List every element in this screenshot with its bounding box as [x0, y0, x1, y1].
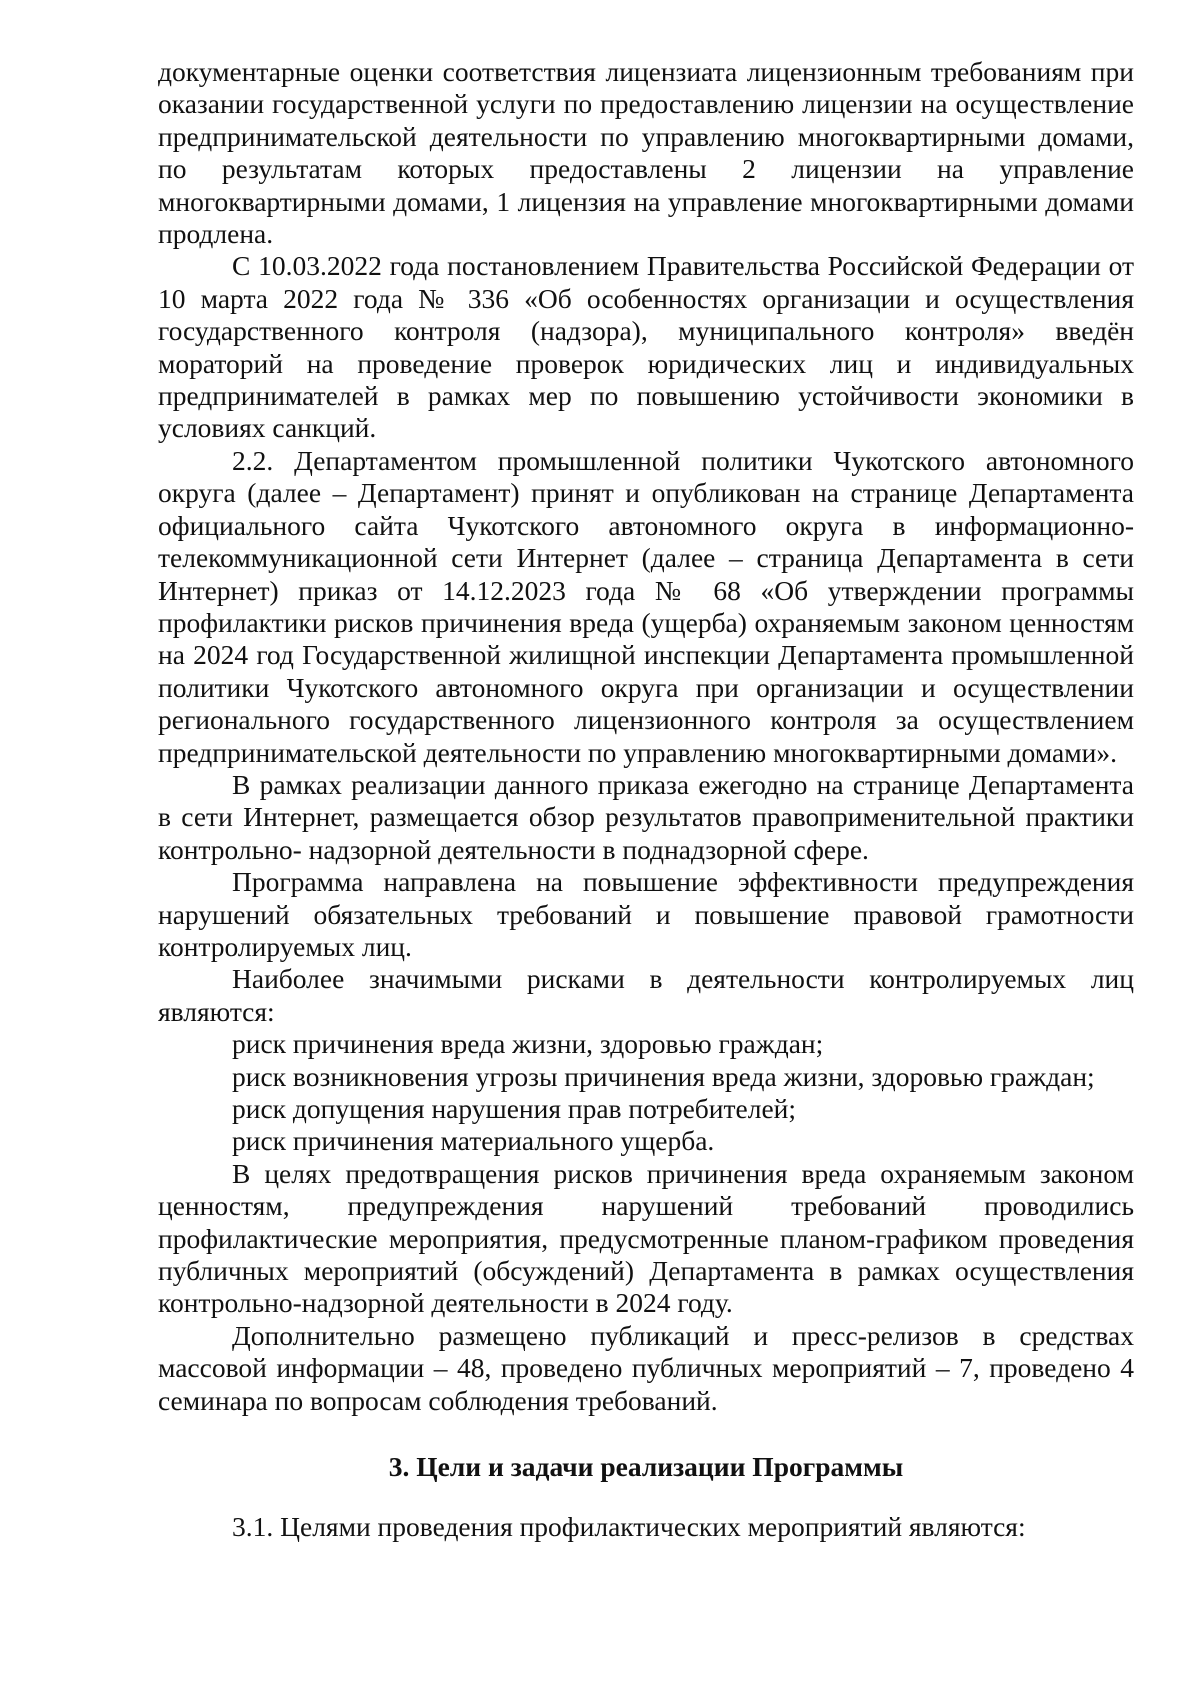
paragraph-publications: Дополнительно размещено публикаций и пресс-релизов в средствах массовой информации – 48, проведено публичных мероприятий – 7, проведено 4 семинара по вопросам соблюдения требований. — [158, 1319, 1134, 1416]
risk-item: риск допущения нарушения прав потребителей; — [232, 1093, 797, 1124]
paragraph-prevention-measures: В целях предотвращения рисков причинения вреда охраняемым законом ценностям, предупреждения нарушений требований проводились профилактические мероприятия, предусмотренные планом-графиком проведения публичных мероприятий (обсуждений) Департамента в рамках осуществления контрольно-надзорной деятельности в 2024 году. — [158, 1157, 1134, 1319]
risk-item: риск причинения материального ущерба. — [232, 1125, 715, 1157]
paragraph-department-order: 2.2. Департаментом промышленной политики Чукотского автономного округа (далее – Департамент) принят и опубликован на странице Департамента официального сайта Чукотского автономного округа в информационно-телекоммуникационной сети Интернет (далее – страница Департамента в сети Интернет) приказ от 14.12.2023 года № 68 «Об утверждении программы профилактики рисков причинения вреда (ущерба) охраняемым законом ценностям на 2024 год Государственной жилищной инспекции Департамента промышленной политики Чукотского автономного округа при организации и осуществлении регионального государственного лицензионного контроля за осуществлением предпринимательской деятельности по управлению многоквартирными домами». — [158, 444, 1134, 768]
section-first-line: 3.1. Целями проведения профилактических мероприятий являются: — [232, 1511, 1026, 1543]
paragraph-program-purpose: Программа направлена на повышение эффективности предупреждения нарушений обязательных требований и повышение правовой грамотности контролируемых лиц. — [158, 866, 1134, 962]
risk-item: риск причинения вреда жизни, здоровью граждан; — [232, 1028, 824, 1060]
risk-item: риск возникновения угрозы причинения вреда жизни, здоровью граждан; — [232, 1060, 1095, 1092]
paragraph-moratorium: С 10.03.2022 года постановлением Правительства Российской Федерации от 10 марта 2022 года № 336 «Об особенностях организации и осуществления государственного контроля (надзора), муниципального контроля» введён мораторий на проведение проверок юридических лиц и индивидуальных предпринимателей в рамках мер по повышению устойчивости экономики в условиях санкций. — [158, 250, 1134, 444]
paragraph-practice-review: В рамках реализации данного приказа ежегодно на странице Департамента в сети Интернет, размещается обзор результатов правоприменительной практики контрольно- надзорной деятельности в поднадзорной сфере. — [158, 768, 1134, 865]
paragraph-significant-risks: Наиболее значимыми рисками в деятельности контролируемых лиц являются: — [158, 963, 1134, 1027]
document-body — [158, 56, 1134, 1544]
paragraph-license-assessments: документарные оценки соответствия лицензиата лицензионным требованиям при оказании государственной услуги по предоставлению лицензии на осуществление предпринимательской деятельности по управлению многоквартирными домами, по результатам которых предоставлены 2 лицензии на управление многоквартирными домами, 1 лицензия на управление многоквартирными домами продлена. — [158, 56, 1134, 250]
section-heading: 3. Цели и задачи реализации Программы — [388, 1451, 904, 1483]
